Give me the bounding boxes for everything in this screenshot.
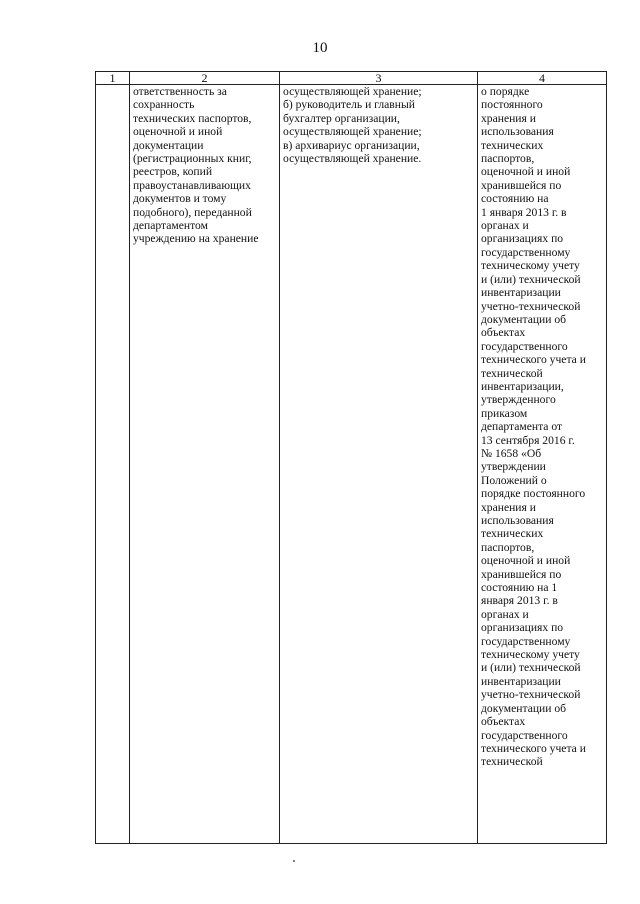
column-header-3: 3: [280, 72, 478, 85]
scan-speck: [293, 860, 295, 862]
cell-col4: [478, 85, 607, 844]
page-number: 10: [312, 40, 328, 56]
cell-col4-text: о порядке постоянного хранения и использования технических паспортов, оценочной и иной хранившейся по состоянию на 1 января 2013 г. в органах и организациях по государственному техническому учету и (или) технической инвентаризации учетно-технической документации об объектах государственного технического учета и технической инвентаризации, утвержденного приказом департамента от 13 сентября 2016 г. № 1658 «Об утверждении Положений о порядке постоянного хранения и использования технических паспортов, оценочной и иной хранившейся по состоянию на 1 января 2013 г. в органах и организациях по государственному техническому учету и (или) технической инвентаризации учетно-технической документации об объектах государственного технического учета и технической: [481, 85, 586, 769]
column-header-4: 4: [478, 72, 607, 85]
table-row: [96, 85, 607, 844]
column-header-1: 1: [96, 72, 130, 85]
cell-col3: [280, 85, 478, 844]
cell-col1: [96, 85, 130, 844]
table-header-row: [96, 72, 607, 85]
cell-col2: [130, 85, 280, 844]
cell-col2-text: ответственность за сохранность технических паспортов, оценочной и иной документации (регистрационных книг, реестров, копий правоустанавливающих документов и тому подобного), переданной департаментом учреждению на хранение: [133, 85, 259, 246]
document-table: [95, 71, 607, 844]
column-header-2: 2: [130, 72, 280, 85]
cell-col3-text: осуществляющей хранение; б) руководитель и главный бухгалтер организации, осуществляющей хранение; в) архивариус организации, осуществляющей хранение.: [283, 85, 422, 166]
